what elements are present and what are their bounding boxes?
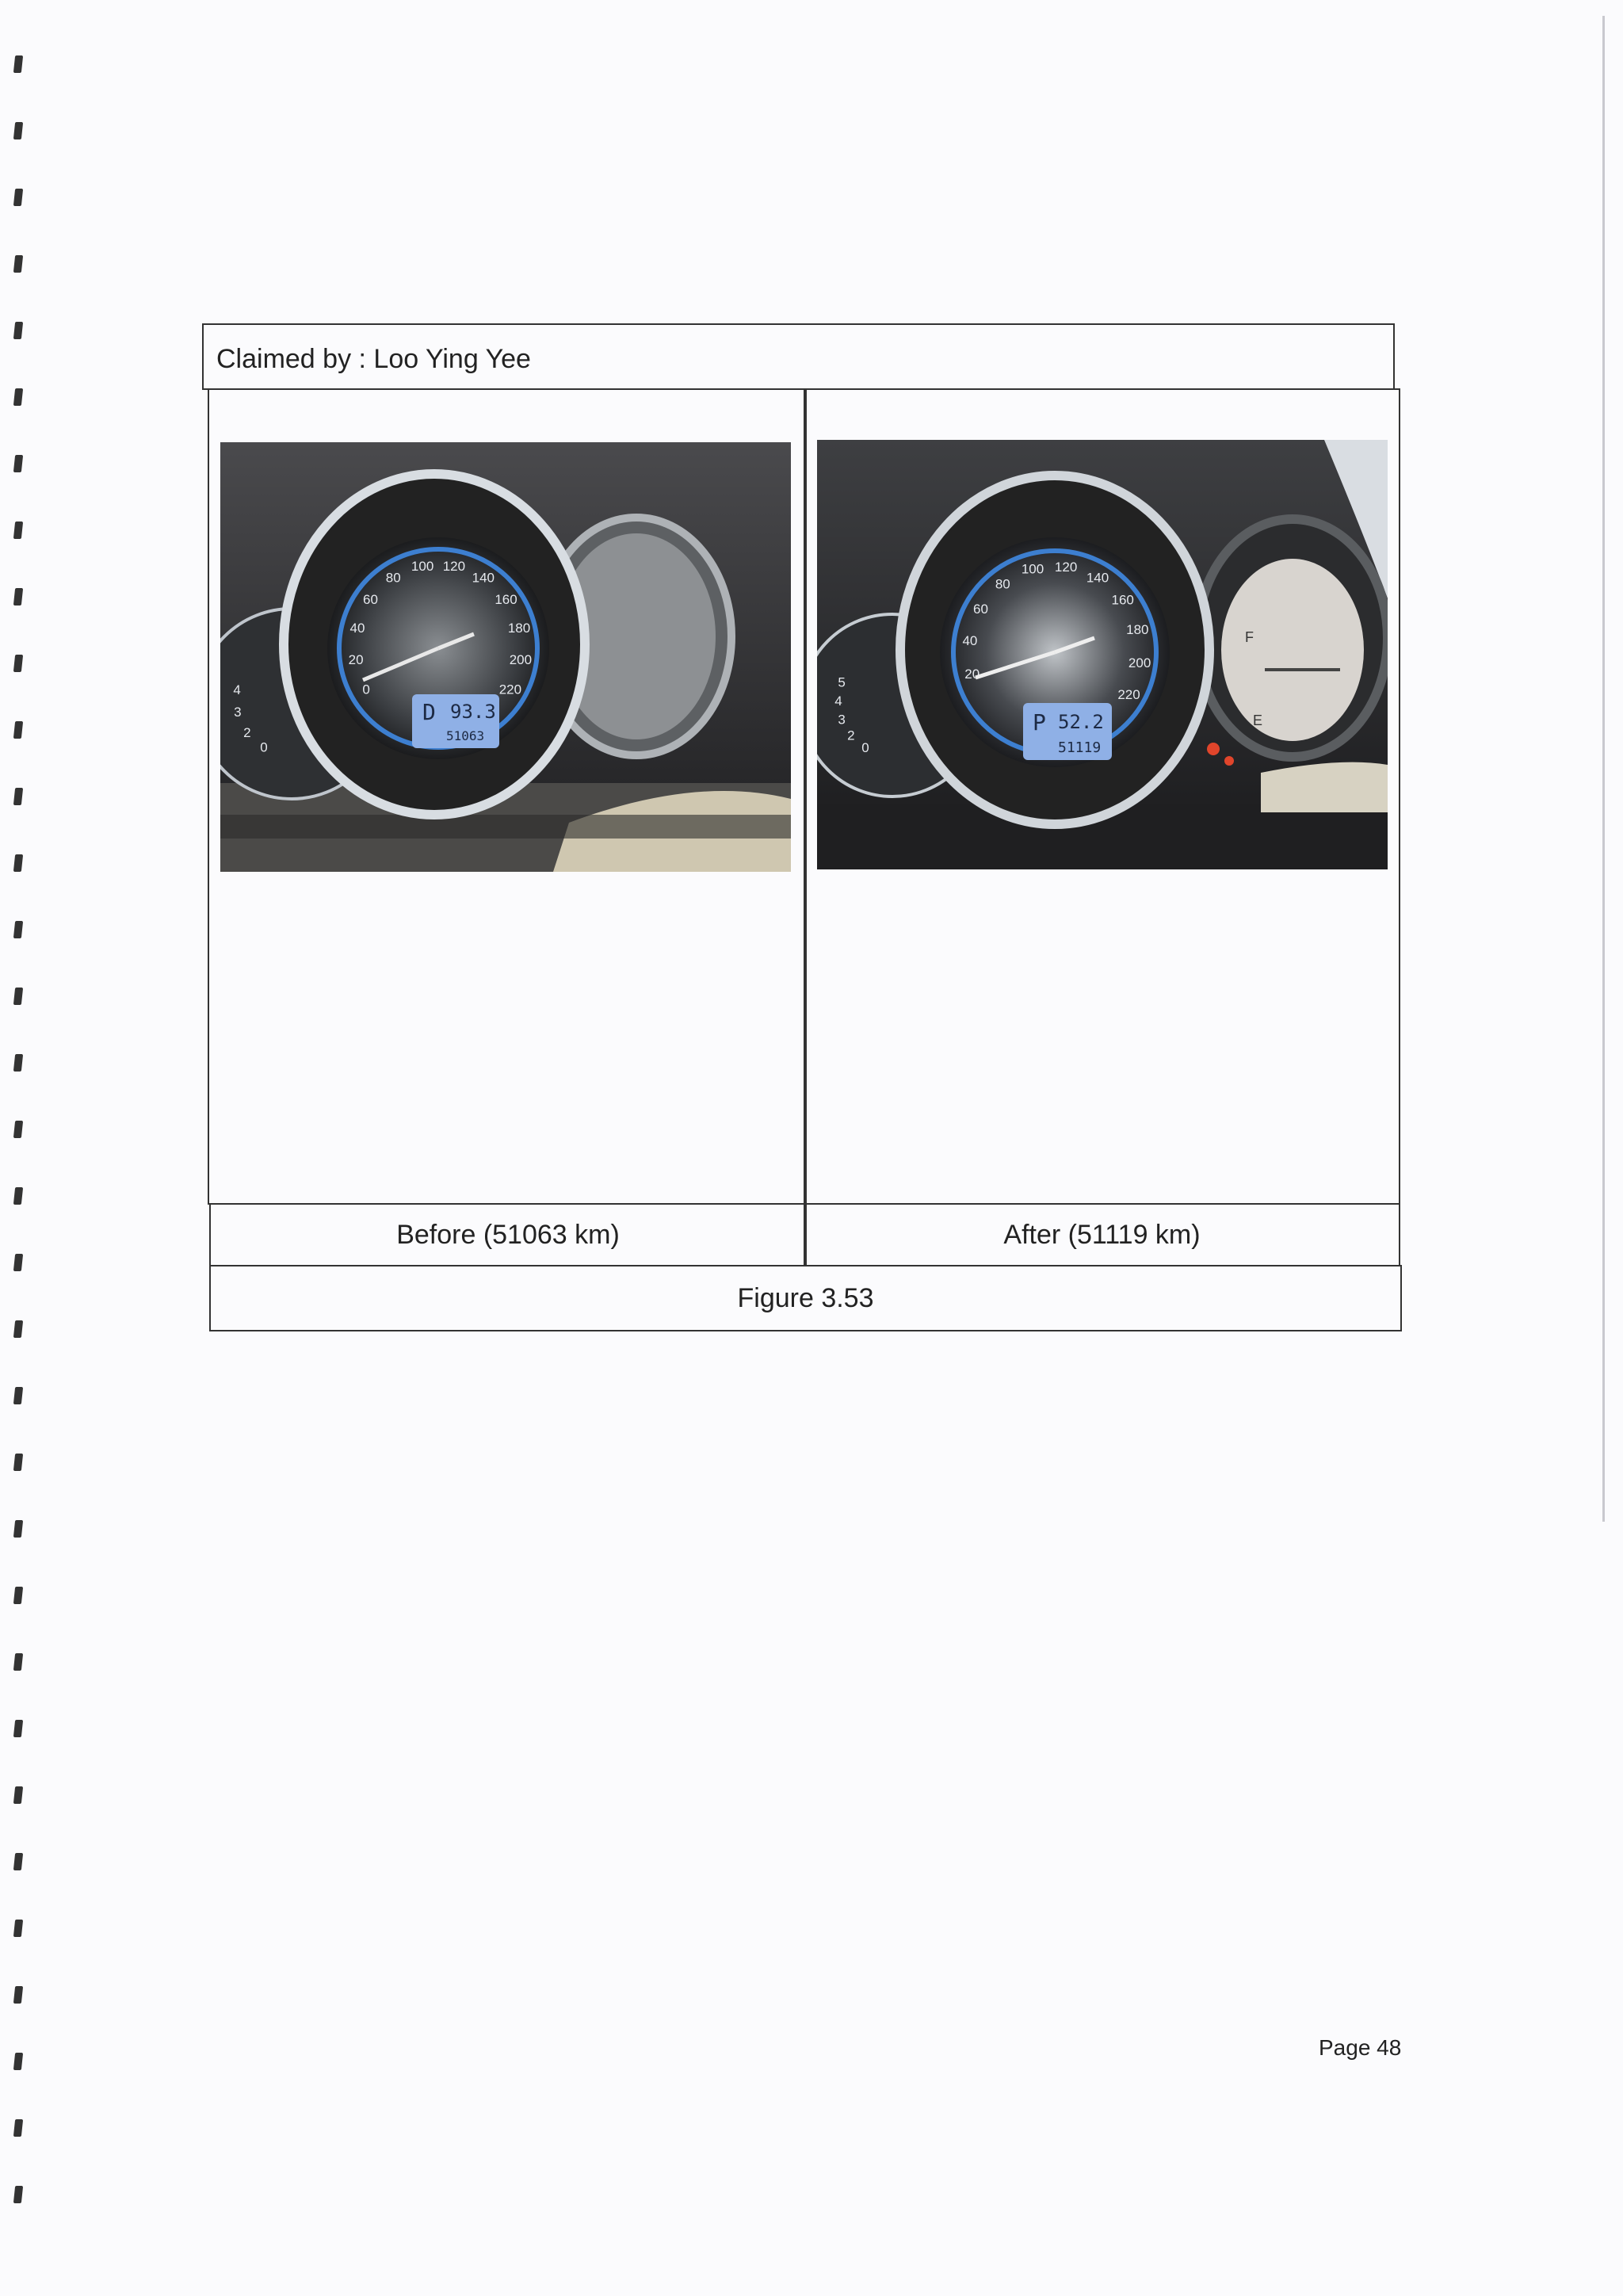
speed-tick-after-100: 100: [1021, 561, 1044, 577]
binding-hole: [13, 455, 23, 472]
speed-tick-after-60: 60: [973, 602, 988, 617]
trip-readout-after: 52.2: [1058, 711, 1104, 733]
speed-tick-after-220: 220: [1117, 687, 1140, 702]
binding-hole: [13, 1920, 23, 1937]
binding-hole: [13, 788, 23, 805]
binding-hole: [13, 1387, 23, 1404]
rpm-tick-after-5: 5: [838, 674, 846, 690]
speed-tick-after-120: 120: [1054, 559, 1078, 575]
fuel-label-empty: E: [1253, 712, 1263, 728]
speed-tick-after-180: 180: [1126, 622, 1149, 637]
gear-readout-before: D: [422, 699, 436, 725]
binding-hole: [13, 322, 23, 339]
binding-hole: [13, 255, 23, 273]
odometer-readout-after: 51119: [1058, 739, 1102, 756]
rpm-tick-before-3: 3: [234, 705, 242, 720]
binding-hole: [13, 1254, 23, 1271]
rpm-tick-before-4: 4: [233, 682, 241, 697]
speed-tick-before-200: 200: [509, 651, 533, 667]
binding-hole: [13, 655, 23, 672]
binding-hole: [13, 1986, 23, 2004]
binding-hole: [13, 1187, 23, 1205]
speed-tick-before-20: 20: [348, 651, 364, 667]
binding-hole: [13, 1121, 23, 1138]
binding-hole: [13, 2186, 23, 2203]
binding-hole: [13, 388, 23, 406]
speed-tick-before-220: 220: [498, 682, 522, 697]
binding-hole: [13, 55, 23, 73]
claimed-by-label: Claimed by : Loo Ying Yee: [216, 344, 531, 374]
claimed-by-row: [202, 323, 1395, 390]
gear-readout-after: P: [1033, 709, 1046, 735]
caption-before: Before (51063 km): [209, 1203, 807, 1266]
rpm-tick-before-0: 0: [260, 739, 268, 755]
speed-tick-after-200: 200: [1128, 655, 1151, 671]
binding-hole: [13, 1853, 23, 1870]
binding-hole: [13, 1454, 23, 1471]
photo-before: [220, 442, 791, 872]
figure-caption: Figure 3.53: [209, 1265, 1402, 1331]
speed-tick-after-160: 160: [1111, 592, 1134, 608]
speed-tick-after-80: 80: [995, 576, 1010, 592]
speed-tick-before-160: 160: [495, 592, 517, 608]
binding-hole: [13, 854, 23, 872]
binding-hole: [13, 588, 23, 606]
speed-tick-before-80: 80: [385, 570, 401, 586]
rpm-tick-after-3: 3: [838, 712, 846, 728]
trip-readout-before: 93.3: [450, 701, 496, 723]
speed-tick-before-0: 0: [362, 682, 370, 697]
binding-hole: [13, 521, 23, 539]
rpm-tick-after-0: 0: [861, 739, 869, 755]
binding-hole: [13, 721, 23, 739]
caption-after: After (51119 km): [804, 1203, 1400, 1266]
binding-hole: [13, 2053, 23, 2070]
binding-hole: [13, 1786, 23, 1804]
binding-hole: [13, 2119, 23, 2137]
binding-hole: [13, 189, 23, 206]
speed-tick-after-40: 40: [962, 632, 978, 648]
page-edge: [1602, 16, 1605, 1522]
binding-hole: [13, 1520, 23, 1538]
rpm-tick-after-2: 2: [847, 728, 855, 743]
binding-hole: [13, 1653, 23, 1671]
binding-hole: [13, 1054, 23, 1072]
rpm-tick-after-4: 4: [834, 693, 842, 709]
binding-holes: [10, 55, 33, 2259]
rpm-tick-before-2: 2: [243, 724, 251, 740]
fuel-label-full: F: [1245, 629, 1254, 645]
binding-hole: [13, 1320, 23, 1338]
page-number: Page 48: [1319, 2035, 1402, 2060]
speed-tick-before-100: 100: [411, 558, 434, 574]
photo-after: [817, 440, 1388, 869]
binding-hole: [13, 1587, 23, 1604]
speed-tick-before-140: 140: [472, 570, 495, 586]
speed-tick-before-60: 60: [363, 592, 378, 608]
speed-tick-after-20: 20: [964, 667, 980, 682]
binding-hole: [13, 122, 23, 139]
speed-tick-before-120: 120: [442, 558, 466, 574]
odometer-readout-before: 51063: [446, 728, 485, 743]
speed-tick-before-40: 40: [349, 621, 365, 636]
speed-tick-after-140: 140: [1086, 570, 1109, 586]
binding-hole: [13, 988, 23, 1005]
speed-tick-before-180: 180: [507, 621, 531, 636]
binding-hole: [13, 1720, 23, 1737]
binding-hole: [13, 921, 23, 938]
